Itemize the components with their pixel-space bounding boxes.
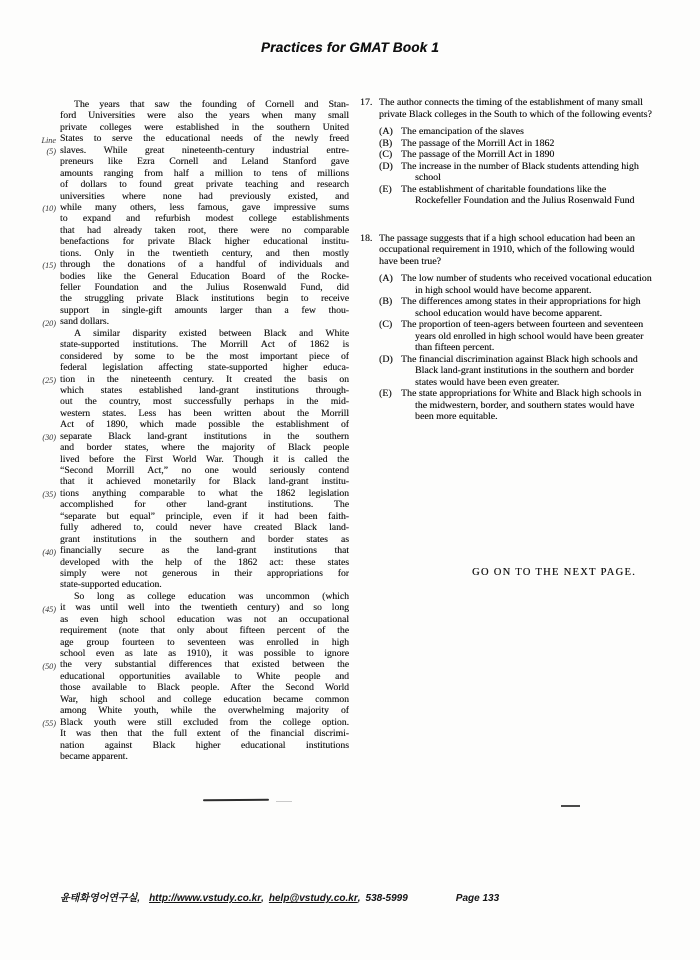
option-letter: (C) [379, 149, 393, 160]
passage-line: age group fourteen to seventeen was enrolled in high [60, 636, 349, 648]
passage-line: Act of 1890, which made possible the establishment of [60, 419, 349, 431]
passage-line: tions anything comparable to what the 1862 legislation [60, 487, 349, 499]
passage-line: the struggling private Black institutions begin to receive [60, 293, 349, 305]
option-text: The emancipation of the slaves [401, 126, 524, 137]
passage-line: to expand and refurbish modest college establishments [60, 213, 349, 225]
passage-line: The years that saw the founding of Cornell and Stan- [74, 99, 349, 110]
passage-line: preneurs like Ezra Cornell and Leland Stanford gave [60, 156, 349, 168]
passage-line: “Second Morrill Act,” no one would seriously contend [60, 465, 349, 476]
passage-line: accomplished for other land-grant institutions. The [60, 499, 349, 511]
footer-separator: , [357, 893, 361, 904]
passage-line: educational opportunities available to White people and [60, 670, 349, 682]
line-number: (40) [42, 547, 56, 557]
passage-line: it was until well into the twentieth century) and so long [60, 602, 349, 614]
passage-line: state-supported education. [60, 579, 162, 591]
answer-option [379, 388, 652, 423]
passage-line: States to serve the educational needs of the newly freed [60, 133, 349, 145]
scan-dash-artifact [276, 801, 292, 802]
passage-line: tion in the nineteenth century. It created the basis on [60, 373, 349, 385]
passage-line: requirement (note that only about fifteen percent of the [60, 625, 349, 637]
footer-email-link[interactable]: help@vstudy.co.kr [268, 893, 358, 904]
line-label: Line [41, 136, 56, 145]
line-number: (50) [42, 662, 56, 672]
passage-line: ford Universities were also the years when many small [60, 110, 349, 122]
passage-line: support in single-gift amounts larger than a few thou- [60, 304, 349, 316]
answer-option [379, 126, 652, 138]
option-text: The financial discrimination against Black high schools and Black land-grant institutions in the southern and border states would have been even greater. [401, 353, 638, 388]
passage-line: private colleges were established in the southern United [60, 121, 349, 133]
option-text: The differences among states in their appropriations for high school education would have become apparent. [401, 296, 641, 319]
passage-line: those available to Black people. After the Second World [60, 682, 349, 694]
option-letter: (A) [379, 273, 393, 284]
option-letter: (E) [379, 388, 392, 399]
option-text: The low number of students who received vocational education in high school would have become apparent. [401, 273, 652, 296]
passage-line: of dollars to found great private teaching and research [60, 179, 349, 191]
passage-line: that had already taken root, there were no comparable [60, 224, 349, 236]
line-number: (45) [42, 604, 56, 614]
line-number: (55) [42, 719, 56, 729]
passage-line: that it achieved monetarily for Black land-grant institu- [60, 476, 349, 488]
line-gutter [30, 99, 56, 779]
option-letter: (E) [379, 183, 392, 195]
answer-option [379, 354, 652, 389]
question-stem: The passage suggests that if a high school education had been an occupational requirement in 1910, which of the following would have been true? [379, 232, 635, 267]
page-title: Practices for GMAT Book 1 [260, 40, 440, 55]
passage-line: federal legislation affecting state-supported higher educa- [60, 362, 349, 374]
passage-line: A similar disparity existed between Black and White [74, 327, 349, 339]
passage-line: slaves. While great nineteenth-century industrial entre- [60, 144, 349, 156]
passage-line: It was then that the full extent of the financial discrimi- [60, 728, 349, 740]
question-18 [360, 233, 652, 423]
passage-line: lived before the First World War. Though it is called the [60, 453, 349, 465]
passage-line: considered by some to be the most important piece of [60, 350, 349, 362]
passage-line: bodies like the General Education Board of the Rocke- [60, 270, 349, 282]
passage-line: and border states, where the majority of Black people [60, 442, 349, 454]
passage-line: school even as late as 1910), it was possible to ignore [60, 648, 349, 659]
passage-line: War, high school and college education became common [60, 693, 349, 705]
passage-line: developed with the help of the 1862 act: these states [60, 556, 349, 568]
passage-column [60, 99, 349, 762]
passage-line: simply were not generous in their appropriations for [60, 567, 349, 579]
answer-option [379, 184, 652, 207]
passage-line: financially secure as the land-grant institutions that [60, 545, 349, 557]
line-number: (25) [42, 375, 56, 385]
passage-line: which states established land-grant institutions through- [60, 384, 349, 396]
answer-option [379, 319, 652, 354]
passage-line: sand dollars. [60, 316, 109, 328]
passage-line: benefactions for private Black higher educational institu- [60, 236, 349, 248]
answer-option [379, 138, 652, 150]
passage-line: “separate but equal” principle, even if it had been faith- [60, 510, 349, 522]
line-number: (35) [42, 490, 56, 500]
passage-line: through the donations of a handful of individuals and [60, 259, 349, 271]
questions-column [360, 97, 652, 423]
option-letter: (C) [379, 319, 393, 330]
passage-line: state-supported institutions. The Morrill Act of 1862 is [60, 339, 349, 351]
question-17 [360, 97, 652, 207]
go-on-instruction: GO ON TO THE NEXT PAGE. [472, 567, 637, 578]
passage-line: the very substantial differences that existed between the [60, 659, 349, 671]
passage-line: fully adhered to, could never have created Black land- [60, 522, 349, 534]
answer-options [379, 126, 652, 207]
line-number: (5) [46, 146, 56, 156]
answer-option [379, 296, 652, 319]
line-number: (30) [42, 433, 56, 443]
scan-dash-artifact [203, 799, 269, 802]
option-text: The increase in the number of Black students attending high school [401, 160, 639, 183]
passage-line: universities where none had previously existed, and [60, 190, 349, 202]
passage-line: among White youth, while the overwhelming majority of [60, 705, 349, 717]
answer-option [379, 149, 652, 161]
question-stem: The author connects the timing of the establishment of many small private Black colleges in the South to which of the following events? [379, 97, 652, 120]
answer-options [379, 273, 652, 423]
passage-line: So long as college education was uncommon (which [74, 590, 349, 602]
passage-line: while many others, less famous, gave impressive sums [60, 201, 349, 213]
passage-line: out the country, most successfully perhaps in the mid- [60, 396, 349, 408]
answer-option [379, 273, 652, 296]
footer-page-number: Page 133 [455, 893, 500, 904]
passage-line: western states. Less has been written about the Morrill [60, 407, 349, 419]
passage-line: Black youth were still excluded from the college option. [60, 716, 349, 728]
option-letter: (A) [379, 126, 393, 137]
answer-option [379, 161, 652, 184]
option-letter: (D) [379, 160, 393, 172]
option-letter: (B) [379, 296, 393, 307]
footer-organization: 윤태화영어연구실, [60, 893, 141, 904]
footer-url-link[interactable]: http://www.vstudy.co.kr [149, 893, 262, 904]
footer-phone: 538-5999 [365, 893, 408, 904]
passage-line: feller Foundation and the Julius Rosenwald Fund, did [60, 282, 349, 293]
passage-line: nation against Black higher educational institutions [60, 739, 349, 751]
question-number: 17. [360, 97, 373, 108]
option-letter: (B) [379, 137, 393, 149]
footer-separator: , [261, 893, 264, 904]
passage-line: grant institutions in the southern and border states as [60, 533, 349, 545]
scan-dash-artifact [561, 805, 580, 807]
passage-line: amounts ranging from half a million to tens of millions [60, 167, 349, 179]
option-text: The passage of the Morrill Act in 1890 [401, 149, 555, 160]
line-number: (15) [42, 261, 56, 271]
passage-line: separate Black land-grant institutions in the southern [60, 430, 349, 442]
question-number: 18. [360, 232, 373, 244]
option-text: The state appropriations for White and Black high schools in the midwestern, border, and southern states would have been more equitable. [401, 388, 642, 422]
option-text: The establishment of charitable foundations like the Rockefeller Foundation and the Julius Rosenwald Fund [401, 183, 635, 206]
passage-line: as even high school education was not an occupational [60, 613, 349, 625]
option-text: The proportion of teen-agers between fourteen and seventeen years old enrolled in high school would have been greater than fifteen percent. [401, 319, 644, 353]
passage-line: tions. Only in the twentieth century, and then mostly [60, 247, 349, 259]
option-letter: (D) [379, 353, 393, 365]
passage-line: became apparent. [60, 750, 128, 762]
option-text: The passage of the Morrill Act in 1862 [401, 137, 555, 149]
line-number: (10) [42, 204, 56, 214]
footer [60, 889, 642, 904]
line-number: (20) [42, 318, 56, 328]
